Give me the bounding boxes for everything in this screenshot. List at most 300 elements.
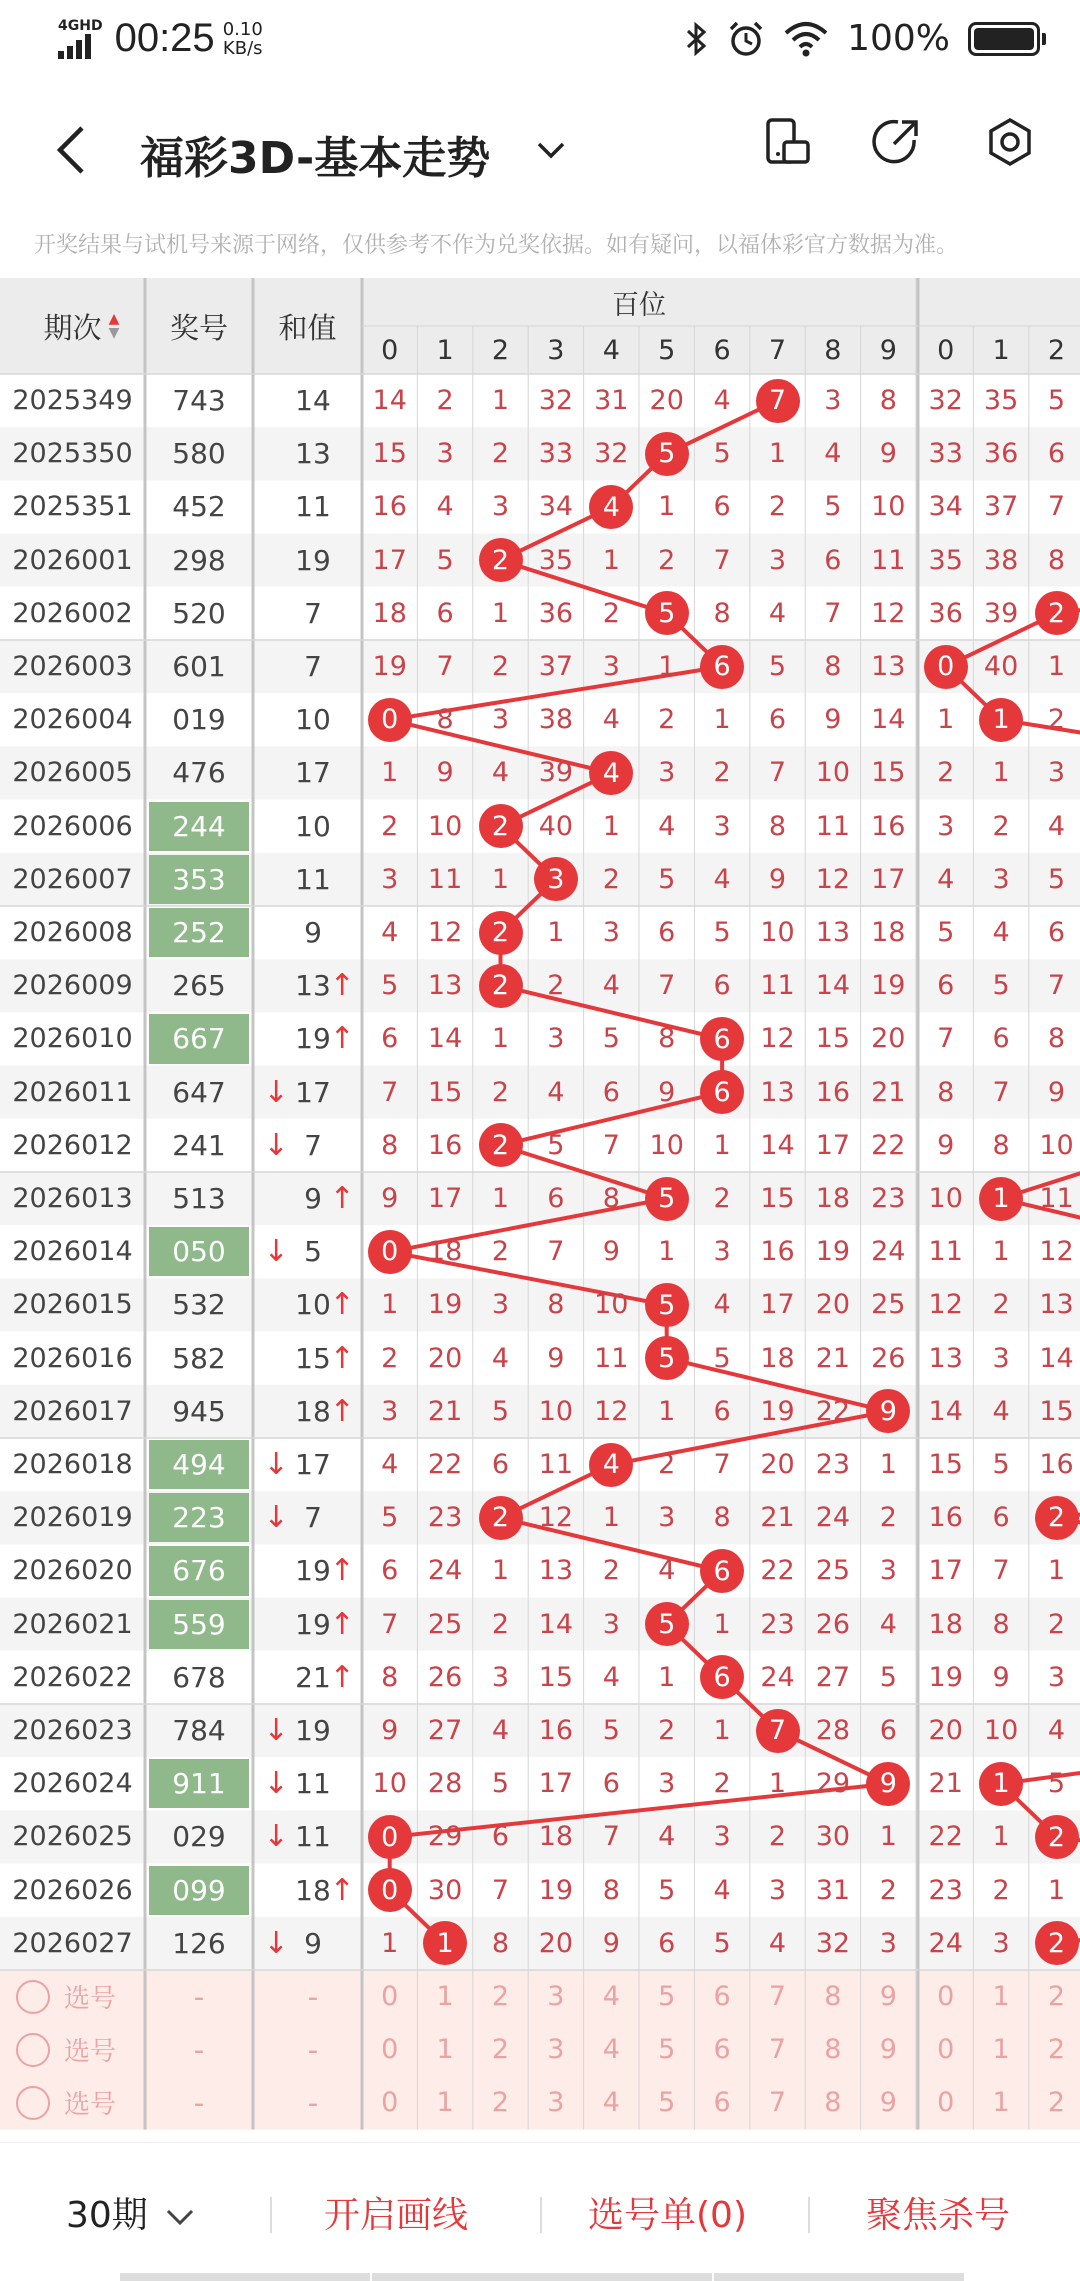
sum-cell: 10 — [295, 1288, 331, 1322]
trend-up-icon: ↑ — [329, 1287, 355, 1323]
miss-value: 1 — [491, 597, 510, 629]
empty-sum: - — [307, 2032, 319, 2067]
miss-value: 3 — [768, 1874, 787, 1906]
hit-ball: 0 — [924, 645, 968, 689]
miss-value: 11 — [871, 544, 906, 576]
draw-number-cell: 582 — [172, 1341, 226, 1375]
share-icon[interactable] — [868, 114, 924, 170]
period-cell: 2026018 — [12, 1449, 133, 1481]
select-number-row[interactable] — [16, 2023, 136, 2076]
period-cell: 2026011 — [12, 1076, 133, 1108]
miss-value: 32 — [928, 385, 963, 417]
miss-value: 8 — [713, 597, 731, 629]
miss-value: 3 — [602, 917, 620, 949]
miss-value: 3 — [879, 1555, 897, 1587]
miss-value: 13 — [815, 917, 851, 949]
miss-value: 1 — [491, 1023, 510, 1055]
hit-ball: 2 — [1035, 1815, 1079, 1859]
miss-value: 15 — [928, 1449, 963, 1481]
radio-icon[interactable] — [16, 2033, 50, 2067]
hit-ball: 4 — [589, 1443, 633, 1487]
col-header-period[interactable]: 期次 — [43, 310, 102, 345]
miss-value: 6 — [491, 1821, 510, 1853]
radio-icon[interactable] — [16, 2086, 50, 2120]
miss-value: 2 — [436, 385, 454, 417]
miss-value: 14 — [815, 970, 851, 1002]
select-digit[interactable]: 7 — [768, 2087, 787, 2119]
miss-value: 17 — [538, 1768, 574, 1800]
miss-value: 2 — [658, 544, 676, 576]
miss-value: 9 — [992, 1661, 1010, 1693]
select-digit[interactable]: 5 — [658, 2034, 676, 2066]
wifi-icon — [783, 21, 829, 57]
sum-cell: 19 — [295, 1607, 331, 1641]
miss-value: 23 — [871, 1183, 906, 1215]
miss-value: 23 — [760, 1608, 795, 1640]
select-digit[interactable]: 8 — [824, 1981, 842, 2013]
miss-value: 40 — [983, 651, 1019, 683]
miss-value: 4 — [937, 863, 955, 895]
miss-value: 1 — [1047, 1555, 1066, 1587]
select-digit[interactable]: 5 — [658, 2087, 676, 2119]
miss-value: 2 — [491, 1076, 510, 1108]
miss-value: 17 — [928, 1555, 963, 1587]
miss-value: 13 — [928, 1342, 963, 1374]
miss-value: 14 — [928, 1395, 963, 1427]
miss-value: 17 — [760, 1289, 795, 1321]
select-digit[interactable]: 2 — [1047, 2034, 1066, 2066]
select-digit[interactable]: 4 — [602, 2087, 620, 2119]
select-number-row[interactable] — [16, 2076, 136, 2129]
miss-value: 14 — [427, 1023, 463, 1055]
draw-number-cell: 513 — [172, 1182, 226, 1216]
miss-value: 5 — [491, 1395, 510, 1427]
miss-value: 2 — [768, 1821, 787, 1853]
select-number-row[interactable] — [16, 1970, 136, 2023]
miss-value: 8 — [879, 385, 897, 417]
miss-value: 4 — [713, 385, 731, 417]
period-cell: 2026015 — [12, 1289, 133, 1321]
draw-number-cell: 099 — [149, 1866, 249, 1915]
select-digit[interactable]: 4 — [602, 1981, 620, 2013]
select-digit[interactable]: 1 — [992, 2034, 1010, 2066]
draw-number-cell: 784 — [172, 1714, 226, 1748]
miss-value: 6 — [713, 970, 731, 1002]
draw-line-button[interactable]: 开启画线 — [324, 2195, 469, 2236]
alarm-icon — [727, 20, 765, 58]
miss-value: 19 — [538, 1874, 574, 1906]
miss-value: 5 — [381, 1502, 399, 1534]
miss-value: 4 — [768, 597, 787, 629]
digit-header: 2 — [491, 334, 510, 366]
miss-value: 18 — [815, 1183, 851, 1215]
miss-value: 12 — [928, 1289, 963, 1321]
draw-number-cell: 743 — [172, 384, 226, 418]
select-digit[interactable]: 1 — [992, 2087, 1010, 2119]
miss-value: 11 — [594, 1342, 629, 1374]
hit-ball: 2 — [479, 911, 523, 955]
period-cell: 2026009 — [12, 970, 133, 1002]
miss-value: 26 — [427, 1661, 463, 1693]
sum-cell: 19 — [295, 1022, 331, 1056]
select-digit[interactable]: 1 — [436, 2034, 454, 2066]
miss-value: 2 — [713, 1768, 731, 1800]
disclaimer-notice: 开奖结果与试机号来源于网络，仅供参考不作为兑奖依据。如有疑问，以福体彩官方数据为准。 — [34, 233, 959, 258]
status-bar — [0, 0, 1080, 84]
bottom-toolbar — [0, 2142, 1080, 2281]
select-digit[interactable]: 6 — [713, 2087, 731, 2119]
miss-value: 34 — [928, 491, 963, 523]
miss-value: 12 — [760, 1023, 795, 1055]
miss-value: 31 — [815, 1874, 851, 1906]
miss-value: 16 — [760, 1236, 795, 1268]
miss-value: 5 — [658, 1874, 676, 1906]
miss-value: 1 — [381, 1289, 399, 1321]
page-title[interactable]: 福彩3D-基本走势 — [140, 133, 491, 184]
miss-value: 13 — [760, 1076, 795, 1108]
settings-icon[interactable] — [982, 114, 1038, 170]
sort-arrow-icon[interactable]: ▲ ▼ — [108, 311, 120, 341]
period-cell: 2026024 — [12, 1768, 133, 1800]
draw-number-cell: 223 — [149, 1493, 249, 1542]
miss-value: 17 — [815, 1129, 851, 1161]
miss-value: 4 — [1047, 810, 1066, 842]
sum-cell: 13 — [295, 969, 331, 1003]
miss-value: 33 — [538, 438, 574, 470]
miss-value: 2 — [602, 1555, 620, 1587]
draw-number-cell: 050 — [149, 1227, 249, 1276]
digit-header: 1 — [436, 334, 454, 366]
select-digit[interactable]: 2 — [491, 1981, 510, 2013]
miss-value: 6 — [602, 1768, 620, 1800]
miss-value: 11 — [538, 1449, 574, 1481]
miss-value: 24 — [928, 1927, 963, 1959]
select-digit[interactable]: 3 — [547, 1981, 565, 2013]
hit-ball: 0 — [368, 1815, 412, 1859]
sum-cell: 10 — [295, 703, 331, 737]
select-digit[interactable]: 1 — [436, 2087, 454, 2119]
draw-number-cell: 126 — [172, 1926, 226, 1960]
select-digit[interactable]: 8 — [824, 2087, 842, 2119]
period-cell: 2026016 — [12, 1342, 133, 1374]
miss-value: 12 — [594, 1395, 629, 1427]
miss-value: 3 — [491, 1289, 510, 1321]
draw-number-cell: 252 — [149, 908, 249, 957]
select-digit[interactable]: 0 — [381, 1981, 399, 2013]
miss-value: 15 — [538, 1661, 574, 1693]
miss-value: 11 — [928, 1236, 963, 1268]
miss-value: 5 — [713, 438, 731, 470]
miss-value: 20 — [538, 1927, 574, 1959]
miss-value: 3 — [381, 863, 399, 895]
miss-value: 40 — [538, 810, 574, 842]
miss-value: 6 — [768, 704, 787, 736]
sum-cell: 9 — [304, 1182, 322, 1216]
draw-number-cell: 647 — [172, 1075, 226, 1109]
select-digit[interactable]: 2 — [491, 2034, 510, 2066]
period-cell: 2026001 — [12, 544, 133, 576]
chevron-down-icon[interactable] — [536, 140, 566, 160]
miss-value: 3 — [713, 810, 731, 842]
period-cell: 2026010 — [12, 1023, 133, 1055]
miss-value: 19 — [427, 1289, 463, 1321]
miss-value: 5 — [992, 970, 1010, 1002]
miss-value: 1 — [491, 1183, 510, 1215]
miss-value: 9 — [381, 1715, 399, 1747]
miss-value: 1 — [879, 1821, 897, 1853]
select-digit[interactable]: 9 — [879, 2087, 897, 2119]
miss-value: 5 — [491, 1768, 510, 1800]
miss-value: 3 — [602, 651, 620, 683]
miss-value: 6 — [992, 1023, 1010, 1055]
hit-ball: 2 — [1035, 1921, 1079, 1965]
period-cell: 2025350 — [12, 438, 133, 470]
miss-value: 5 — [1047, 863, 1066, 895]
miss-value: 1 — [658, 1236, 676, 1268]
miss-value: 8 — [824, 651, 842, 683]
phone-rotate-icon[interactable] — [758, 114, 814, 170]
miss-value: 8 — [937, 1076, 955, 1108]
miss-value: 14 — [538, 1608, 574, 1640]
miss-value: 5 — [1047, 385, 1066, 417]
draw-number-cell: 244 — [149, 802, 249, 851]
miss-value: 8 — [491, 1927, 510, 1959]
trend-down-icon: ↓ — [263, 1127, 289, 1163]
miss-value: 9 — [824, 704, 842, 736]
miss-value: 7 — [713, 544, 731, 576]
miss-value: 2 — [992, 1874, 1010, 1906]
miss-value: 6 — [824, 544, 842, 576]
digit-header: 3 — [547, 334, 565, 366]
miss-value: 19 — [760, 1395, 795, 1427]
miss-value: 4 — [602, 970, 620, 1002]
miss-value: 10 — [649, 1129, 684, 1161]
miss-value: 32 — [594, 438, 629, 470]
bluetooth-icon — [685, 21, 709, 57]
miss-value: 10 — [1039, 1129, 1074, 1161]
hit-ball: 1 — [423, 1921, 467, 1965]
select-digit[interactable]: 2 — [491, 2087, 510, 2119]
miss-value: 16 — [815, 1076, 851, 1108]
miss-value: 16 — [538, 1715, 574, 1747]
select-digit[interactable]: 6 — [713, 2034, 731, 2066]
select-digit[interactable]: 0 — [937, 2034, 955, 2066]
miss-value: 10 — [372, 1768, 407, 1800]
select-digit[interactable]: 2 — [1047, 1981, 1066, 2013]
miss-value: 8 — [436, 704, 454, 736]
select-digit[interactable]: 1 — [436, 1981, 454, 2013]
trend-down-icon: ↓ — [263, 1713, 289, 1749]
digit-header: 4 — [602, 334, 620, 366]
miss-value: 1 — [713, 1608, 731, 1640]
miss-value: 3 — [937, 810, 955, 842]
miss-value: 2 — [491, 651, 510, 683]
miss-value: 30 — [427, 1874, 463, 1906]
miss-value: 3 — [713, 1236, 731, 1268]
select-digit[interactable]: 9 — [879, 1981, 897, 2013]
miss-value: 28 — [815, 1715, 851, 1747]
period-cell: 2026020 — [12, 1555, 133, 1587]
period-cell: 2026008 — [12, 917, 133, 949]
miss-value: 37 — [983, 491, 1019, 523]
miss-value: 6 — [436, 597, 454, 629]
miss-value: 7 — [768, 757, 787, 789]
draw-number-cell: 353 — [149, 855, 249, 904]
select-digit[interactable]: 0 — [937, 2087, 955, 2119]
miss-value: 7 — [381, 1608, 399, 1640]
sum-cell: 17 — [295, 1448, 331, 1482]
miss-value: 21 — [815, 1342, 851, 1374]
miss-value: 14 — [372, 385, 407, 417]
miss-value: 6 — [879, 1715, 897, 1747]
miss-value: 26 — [815, 1608, 851, 1640]
select-digit[interactable]: 3 — [547, 2034, 565, 2066]
miss-value: 18 — [427, 1236, 463, 1268]
select-digit[interactable]: 0 — [937, 1981, 955, 2013]
trend-up-icon: ↑ — [329, 1021, 355, 1057]
select-digit[interactable]: 9 — [879, 2034, 897, 2066]
miss-value: 1 — [1047, 1874, 1066, 1906]
miss-value: 8 — [713, 1502, 731, 1534]
miss-value: 18 — [928, 1608, 963, 1640]
miss-value: 1 — [602, 1502, 620, 1534]
digit-header: 0 — [381, 334, 399, 366]
miss-value: 2 — [713, 1183, 731, 1215]
miss-value: 20 — [871, 1023, 906, 1055]
miss-value: 4 — [992, 917, 1010, 949]
select-digit[interactable]: 0 — [381, 2087, 399, 2119]
draw-number-cell: 678 — [172, 1660, 226, 1694]
miss-value: 1 — [992, 1821, 1010, 1853]
miss-value: 4 — [713, 1289, 731, 1321]
draw-number-cell: 029 — [172, 1820, 226, 1854]
miss-value: 8 — [1047, 1023, 1066, 1055]
miss-value: 22 — [815, 1395, 851, 1427]
miss-value: 32 — [815, 1927, 851, 1959]
draw-number-cell: 476 — [172, 756, 226, 790]
miss-value: 5 — [713, 1342, 731, 1374]
miss-value: 4 — [491, 757, 510, 789]
miss-value: 8 — [381, 1661, 399, 1693]
select-digit[interactable]: 7 — [768, 2034, 787, 2066]
miss-value: 6 — [713, 491, 731, 523]
miss-value: 1 — [602, 810, 620, 842]
miss-value: 20 — [427, 1342, 463, 1374]
period-cell: 2026025 — [12, 1821, 133, 1853]
period-cell: 2026002 — [12, 597, 133, 629]
miss-value: 20 — [649, 385, 684, 417]
chevron-down-icon — [165, 2207, 195, 2227]
miss-value: 4 — [491, 1342, 510, 1374]
miss-value: 9 — [547, 1342, 565, 1374]
hit-ball: 1 — [979, 698, 1023, 742]
trend-down-icon: ↓ — [263, 1074, 289, 1110]
miss-value: 2 — [879, 1874, 897, 1906]
trend-down-icon: ↓ — [263, 1500, 289, 1536]
trend-up-icon: ↑ — [329, 1181, 355, 1217]
select-digit[interactable]: 5 — [658, 1981, 676, 2013]
miss-value: 10 — [871, 491, 906, 523]
hit-ball: 4 — [589, 751, 633, 795]
miss-value: 7 — [658, 970, 676, 1002]
miss-value: 1 — [658, 491, 676, 523]
miss-value: 12 — [427, 917, 463, 949]
miss-value: 4 — [602, 1661, 620, 1693]
select-digit[interactable]: 7 — [768, 1981, 787, 2013]
hit-ball: 6 — [700, 645, 744, 689]
miss-value: 22 — [928, 1821, 963, 1853]
trend-up-icon: ↑ — [329, 1659, 355, 1695]
selection-list-button[interactable]: 选号单(0) — [588, 2195, 747, 2236]
radio-icon[interactable] — [16, 1980, 50, 2014]
sum-cell: 21 — [295, 1660, 331, 1694]
select-digit[interactable]: 4 — [602, 2034, 620, 2066]
miss-value: 2 — [1047, 1608, 1066, 1640]
trend-down-icon: ↓ — [263, 1766, 289, 1802]
miss-value: 2 — [491, 1236, 510, 1268]
miss-value: 5 — [658, 863, 676, 895]
hit-ball: 4 — [589, 485, 633, 529]
hit-ball: 5 — [645, 591, 689, 635]
miss-value: 7 — [992, 1076, 1010, 1108]
empty-number: - — [193, 2032, 205, 2067]
miss-value: 4 — [824, 438, 842, 470]
hit-ball: 2 — [1035, 1496, 1079, 1540]
miss-value: 27 — [815, 1661, 851, 1693]
hit-ball: 3 — [534, 857, 578, 901]
battery-icon — [968, 22, 1040, 56]
tens-digit-header: 0 — [937, 334, 955, 366]
miss-value: 9 — [436, 757, 454, 789]
period-cell: 2026004 — [12, 704, 133, 736]
select-digit[interactable]: 2 — [1047, 2087, 1066, 2119]
miss-value: 6 — [937, 970, 955, 1002]
sum-cell: 5 — [304, 1235, 322, 1269]
miss-value: 1 — [491, 385, 510, 417]
miss-value: 1 — [658, 1395, 676, 1427]
miss-value: 2 — [992, 1289, 1010, 1321]
digit-header: 6 — [713, 334, 731, 366]
miss-value: 5 — [381, 970, 399, 1002]
miss-value: 8 — [1047, 544, 1066, 576]
select-digit[interactable]: 0 — [381, 2034, 399, 2066]
period-label: 30期 — [66, 2195, 148, 2236]
draw-number-cell: 019 — [172, 703, 226, 737]
period-cell: 2026022 — [12, 1661, 133, 1693]
miss-value: 4 — [658, 810, 676, 842]
miss-value: 2 — [381, 810, 399, 842]
trend-down-icon: ↓ — [263, 1447, 289, 1483]
trend-up-icon: ↑ — [329, 1553, 355, 1589]
col-header-number: 奖号 — [169, 310, 228, 345]
miss-value: 14 — [871, 704, 906, 736]
miss-value: 4 — [1047, 1715, 1066, 1747]
select-digit[interactable]: 1 — [992, 1981, 1010, 2013]
select-digit[interactable]: 6 — [713, 1981, 731, 2013]
miss-value: 8 — [658, 1023, 676, 1055]
miss-value: 6 — [992, 1502, 1010, 1534]
period-selector[interactable] — [66, 2187, 195, 2238]
back-arrow-icon[interactable] — [52, 122, 92, 178]
miss-value: 8 — [547, 1289, 565, 1321]
miss-value: 5 — [1047, 1768, 1066, 1800]
clock: 00:25 — [114, 16, 215, 60]
select-digit[interactable]: 3 — [547, 2087, 565, 2119]
select-digit[interactable]: 8 — [824, 2034, 842, 2066]
focus-kill-button[interactable]: 聚焦杀号 — [866, 2195, 1011, 2236]
sum-cell: 7 — [304, 650, 322, 684]
miss-value: 9 — [381, 1183, 399, 1215]
